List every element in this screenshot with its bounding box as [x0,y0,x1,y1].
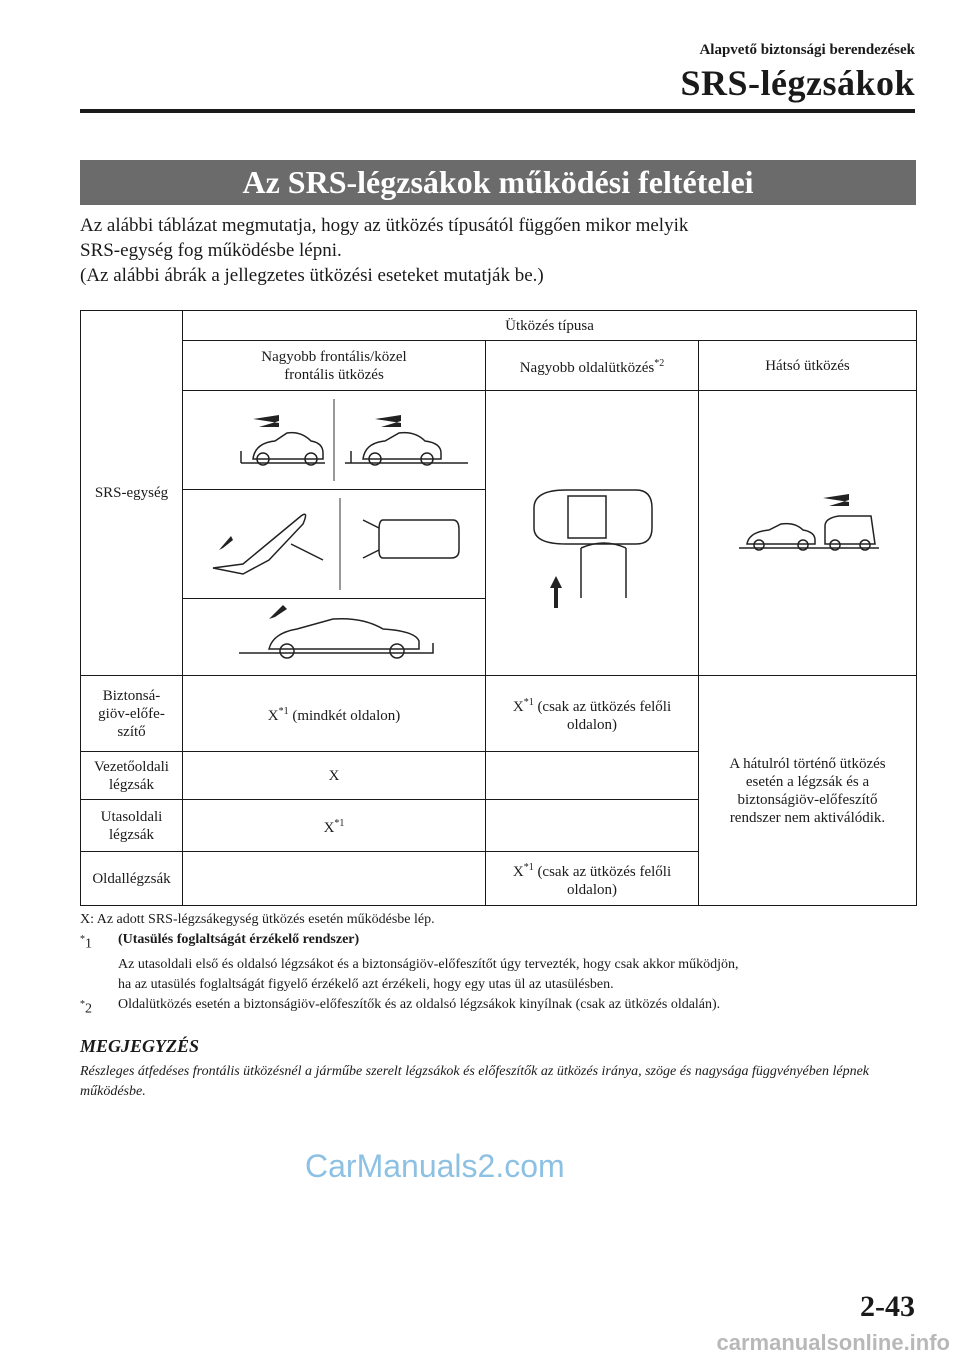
cell-value: X [267,707,279,724]
intro-line: Az alábbi táblázat megmutatja, hogy az ütközés típusától függően mikor melyik [80,215,689,236]
row-label-line: giöv-előfe- [98,705,165,722]
offset-crash-icon [183,599,485,675]
row-label-passenger-airbag [81,800,183,852]
footnote-1 [80,930,920,955]
intro-line: SRS-egység fog működésbe lépni. [80,240,342,261]
frontal-crash-icon [183,391,485,489]
cell-line [490,694,694,716]
row-label-driver-airbag [81,752,183,800]
frontal-illustration-2 [183,490,486,599]
rear-note-line: biztonságiöv-előfeszítő [737,791,878,808]
oblique-crash-icon [183,490,485,598]
footnotes [80,910,920,1019]
cell-line: oldalon) [567,716,617,733]
cell-value: X [512,863,524,880]
intro-text [80,213,920,288]
rear-impact-illustration [699,391,917,676]
col-header-frontal [183,341,486,391]
cell-value: (csak az ütközés felőli [533,863,672,880]
row-header-srs: SRS-egység [81,311,183,676]
row-label-line: légzsák [109,776,154,793]
row-label-line: Utasoldali [100,808,163,825]
footnote-mark: *1 [278,705,289,717]
cell-value: X [323,819,335,836]
footnote-text: Oldalütközés esetén a biztonságiöv-előfeszítők és az oldalsó légzsákok kinyílnak (csak az ütközés oldalán). [118,996,721,1012]
cell-side-airbag-frontal [183,852,486,906]
col-header-line: Nagyobb frontális/közel [261,348,407,365]
cell-rear-note [699,676,917,906]
note-heading: MEGJEGYZÉS [80,1036,200,1056]
col-header-side [486,341,699,391]
note-text: Részleges átfedéses frontális ütközésnél a járműbe szerelt légzsákok és előfeszítők az ütközés iránya, szöge és nagysága függvényében lépnek működésbe. [80,1064,870,1099]
rear-note-line: A hátulról történő ütközés [729,755,886,772]
footnote-text: Az utasoldali első és oldalsó légzsákot és a biztonságiöv-előfeszítőt úgy tervezték, hogy csak akkor működjön, [118,956,739,972]
cell-line: oldalon) [567,881,617,898]
section-title: SRS-légzsákok [680,63,915,103]
row-label-side-airbag: Oldallégzsák [81,852,183,906]
watermark: CarManuals2.com [305,1148,565,1184]
footnote-mark: *1 [334,817,345,829]
footnote-mark: *1 [523,696,534,708]
cell-passenger-frontal [183,800,486,852]
airbag-table [80,310,917,906]
cell-value: X [512,698,524,715]
row-label-line: szítő [117,723,146,740]
row-label-line: Biztonsá- [102,687,161,704]
side-crash-icon [486,398,698,668]
cell-side-airbag-side [486,852,699,906]
cell-passenger-side [486,800,699,852]
cell-driver-side [486,752,699,800]
row-label-pretensioner [81,676,183,752]
rear-note-line: rendszer nem aktiválódik. [729,809,886,826]
frontal-illustration-3 [183,599,486,676]
cell-pretensioner-side [486,676,699,752]
rear-note-line: esetén a légzsák és a [745,773,870,790]
row-label-line: légzsák [109,826,154,843]
footnote-mark: *2 [654,357,665,369]
footnote-2 [80,995,920,1020]
side-impact-illustration [486,391,699,676]
cell-pretensioner-frontal [183,676,486,752]
rear-crash-icon [699,398,916,668]
page-title: Az SRS-légzsákok működési feltételei [80,160,916,205]
cell-value: (csak az ütközés felőli [533,698,672,715]
footnote-title: (Utasülés foglaltságát érzékelő rendszer) [118,932,360,947]
frontal-illustration-1 [183,391,486,490]
header-rule [80,109,915,113]
footnote-mark: *1 [80,934,92,952]
watermark-bottom: carmanualsonline.info [716,1330,950,1355]
footnote-mark: *1 [523,861,534,873]
col-header-rear: Hátsó ütközés [699,341,917,391]
section-subtitle: Alapvető biztonsági berendezések [699,42,915,58]
footnote-number: 1 [85,936,92,952]
group-header: Ütközés típusa [183,311,917,341]
page-number: 2-43 [860,1290,915,1323]
cell-line [490,859,694,881]
footnote-number: 2 [85,1001,92,1017]
cell-value: (mindkét oldalon) [288,707,401,724]
row-label-line: Vezetőoldali [94,758,169,775]
footnote-text: ha az utasülés foglaltságát figyelő érzékelő azt érzékeli, hogy egy utas ül az utasülésben. [118,976,614,992]
cell-driver-frontal: X [183,752,486,800]
footnote-mark: *2 [80,998,92,1017]
intro-line: (Az alábbi ábrák a jellegzetes ütközési eseteket mutatják be.) [80,265,544,286]
col-header-text: Nagyobb oldalütközés [519,359,655,376]
x-legend: X: Az adott SRS-légzsákegység ütközés esetén működésbe lép. [80,912,435,927]
col-header-line: frontális ütközés [284,366,384,383]
